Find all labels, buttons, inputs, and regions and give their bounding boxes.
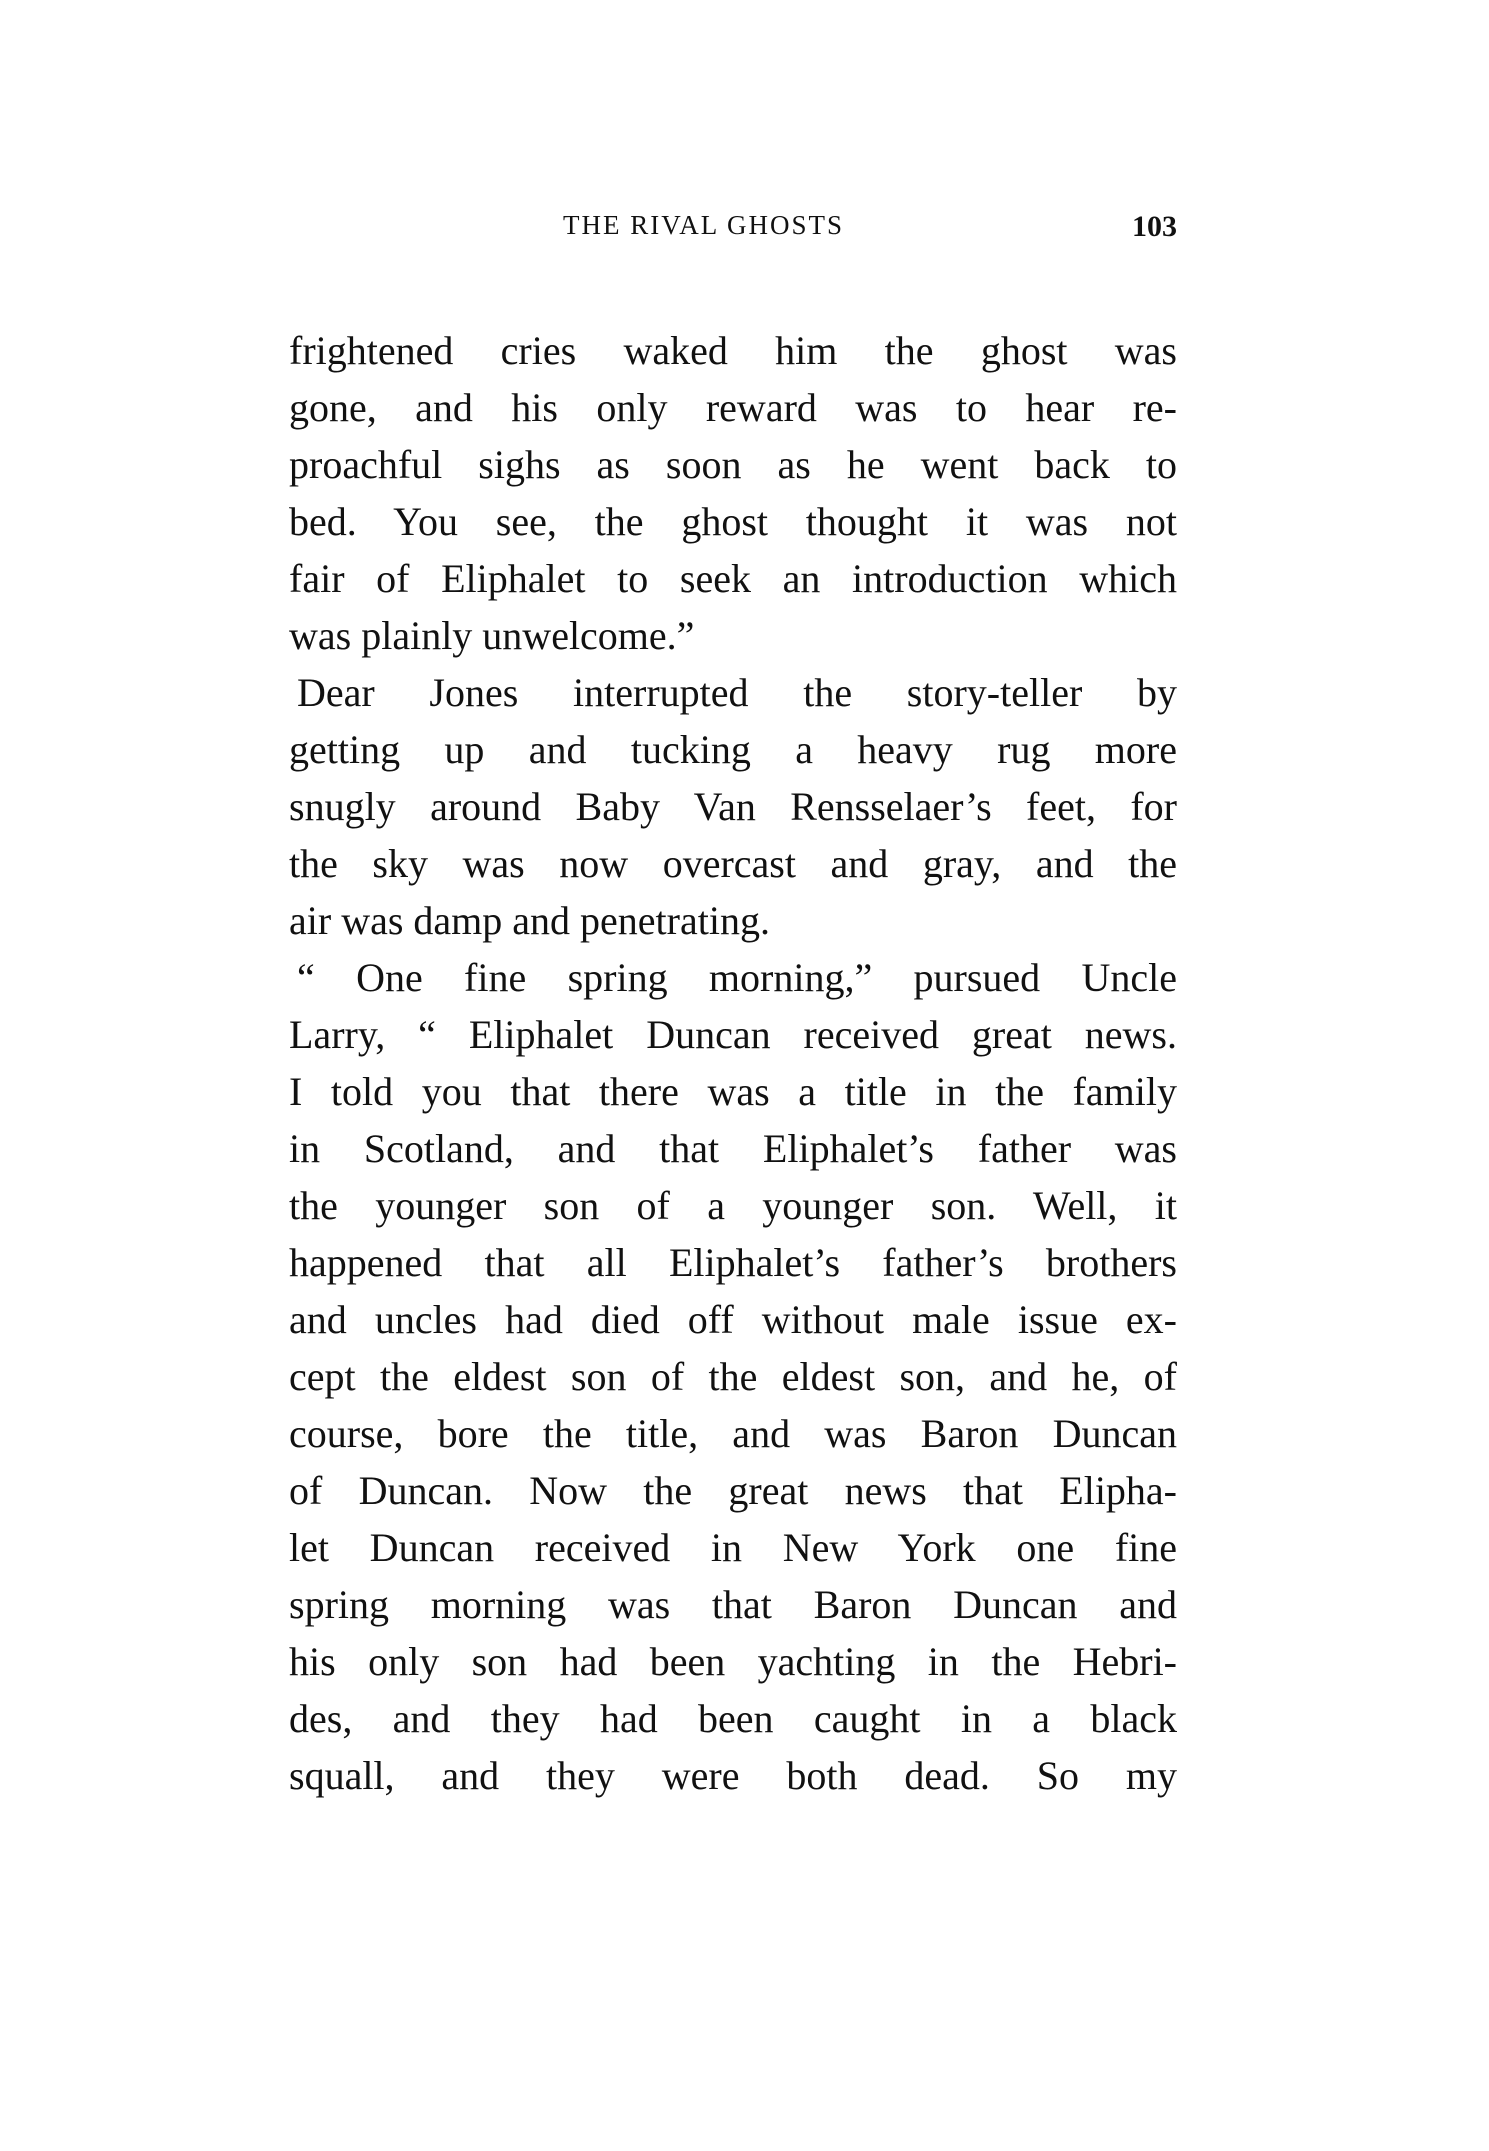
text-line: fair of Eliphalet to seek an introduction which: [289, 556, 1177, 601]
running-header: [289, 210, 1177, 258]
text-line: Dear Jones interrupted the story-teller by: [297, 670, 1177, 715]
text-line: cept the eldest son of the eldest son, and he, of: [289, 1354, 1177, 1399]
text-line: and uncles had died off without male issue ex-: [289, 1297, 1177, 1342]
page-number: 103: [1132, 210, 1177, 243]
text-line: his only son had been yachting in the Hebri-: [289, 1639, 1177, 1684]
text-line: course, bore the title, and was Baron Duncan: [289, 1411, 1177, 1456]
text-line: snugly around Baby Van Rensselaer’s feet, for: [289, 784, 1177, 829]
text-line: I told you that there was a title in the family: [289, 1069, 1177, 1114]
text-line: Larry, “ Eliphalet Duncan received great news.: [289, 1012, 1177, 1057]
text-line: air was damp and penetrating.: [289, 898, 770, 943]
running-title: THE RIVAL GHOSTS: [563, 210, 845, 240]
text-line: let Duncan received in New York one fine: [289, 1525, 1177, 1570]
text-line: squall, and they were both dead. So my: [289, 1753, 1177, 1798]
body-text: [289, 322, 1177, 1804]
text-line: happened that all Eliphalet’s father’s brothers: [289, 1240, 1177, 1285]
text-line: spring morning was that Baron Duncan and: [289, 1582, 1177, 1627]
text-line: proachful sighs as soon as he went back to: [289, 442, 1177, 487]
text-line: the younger son of a younger son. Well, it: [289, 1183, 1177, 1228]
text-line: the sky was now overcast and gray, and the: [289, 841, 1177, 886]
text-line: in Scotland, and that Eliphalet’s father was: [289, 1126, 1177, 1171]
text-line: des, and they had been caught in a black: [289, 1696, 1177, 1741]
text-line: frightened cries waked him the ghost was: [289, 328, 1177, 373]
text-line: gone, and his only reward was to hear re-: [289, 385, 1177, 430]
text-line: “ One fine spring morning,” pursued Uncle: [297, 955, 1177, 1000]
text-line: bed. You see, the ghost thought it was not: [289, 499, 1177, 544]
text-line: getting up and tucking a heavy rug more: [289, 727, 1177, 772]
text-line: of Duncan. Now the great news that Elipha-: [289, 1468, 1177, 1513]
text-line: was plainly unwelcome.”: [289, 613, 695, 658]
